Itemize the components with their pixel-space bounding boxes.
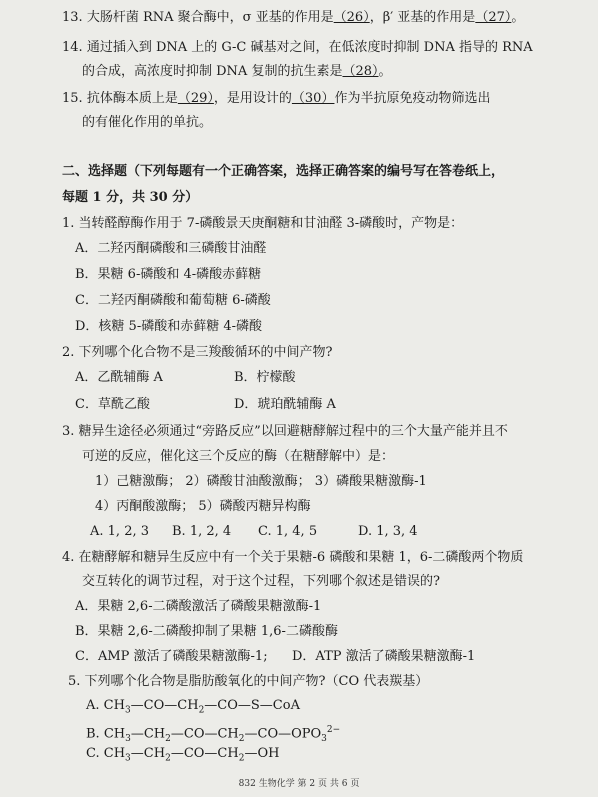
formula-subscript: 3 — [321, 733, 327, 744]
formula-part: —CH — [130, 746, 166, 761]
formula-part: —CO—CH — [170, 726, 239, 742]
punctuation: 。 — [511, 10, 525, 25]
question-text: 抗体酶本质上是 — [86, 91, 178, 106]
q5-option-c — [86, 745, 279, 768]
formula-subscript: 2 — [165, 733, 171, 744]
question-text: ，β′ 亚基的作用是 — [369, 10, 476, 25]
formula-subscript: 2 — [238, 753, 245, 764]
q4-option-d — [292, 648, 475, 666]
enzyme-list: 1）己糖激酶； 2）磷酸甘油酸激酶； 3）磷酸果糖激酶-1 — [95, 474, 427, 489]
answer-blank-27: （27） — [475, 10, 512, 25]
q1-option-b — [75, 266, 261, 284]
option-text: B．果糖 6-磷酸和 4-磷酸赤藓糖 — [75, 267, 262, 282]
formula-part: A. CH — [86, 698, 125, 713]
q5-option-a — [86, 697, 300, 720]
formula-part: C. CH — [86, 746, 126, 761]
option-text: C．草酰乙酸 — [75, 397, 150, 412]
question-4-stem-line2 — [82, 573, 440, 591]
section-title: 每题 1 分，共 30 分） — [62, 190, 199, 205]
q5-option-b — [86, 721, 340, 748]
question-2-stem — [62, 344, 333, 362]
question-4-stem-line1 — [62, 549, 523, 567]
q4-option-a — [75, 598, 321, 616]
question-text: 交互转化的调节过程，对于这个过程，下列哪个叙述是错误的? — [82, 574, 440, 589]
formula-subscript: 2 — [165, 753, 171, 764]
formula-part: —CO—CH — [130, 698, 199, 713]
question-5-stem — [68, 673, 428, 691]
question-15-line1 — [62, 90, 490, 108]
question-14-line2 — [82, 63, 392, 81]
section-heading-line2 — [62, 189, 198, 207]
answer-blank-29: （29） — [177, 91, 214, 106]
q2-option-b — [234, 369, 296, 387]
punctuation: 。 — [378, 64, 392, 79]
q3-option-b — [172, 523, 231, 541]
question-text: 的合成，高浓度时抑制 DNA 复制的抗生素是 — [82, 64, 343, 79]
q2-option-d — [234, 396, 336, 414]
page-footer — [0, 776, 598, 789]
question-text: 4. 在糖酵解和糖异生反应中有一个关于果糖-6 磷酸和果糖 1，6-二磷酸两个物质 — [62, 550, 524, 565]
q1-option-d — [75, 318, 262, 336]
option-text: A．果糖 2,6-二磷酸激活了磷酸果糖激酶-1 — [75, 599, 322, 614]
option-text: B．果糖 2,6-二磷酸抑制了果糖 1,6-二磷酸酶 — [75, 624, 338, 639]
question-text: 5. 下列哪个化合物是脂肪酸氧化的中间产物?（CO 代表羰基） — [68, 674, 429, 689]
question-3-stem-line2 — [82, 448, 394, 466]
question-text: ，是用设计的 — [213, 91, 292, 106]
formula-part: —OH — [244, 746, 280, 761]
question-1-stem — [62, 215, 463, 233]
question-text: 1. 当转醛醇酶作用于 7-磷酸景天庚酮糖和甘油醛 3-磷酸时，产物是： — [62, 216, 464, 231]
q4-option-b — [75, 623, 338, 641]
option-text: D．琥珀酰辅酶 A — [234, 397, 336, 412]
option-text: A. 1, 2, 3 — [90, 524, 149, 539]
formula-subscript: 3 — [124, 705, 131, 716]
question-text: 通过插入到 DNA 上的 G-C 碱基对之间，在低浓度时抑制 DNA 指导的 RNA — [86, 40, 533, 55]
q4-option-c — [75, 648, 268, 666]
option-text: C．二羟丙酮磷酸和葡萄糖 6-磷酸 — [75, 293, 271, 308]
question-number: 14. — [62, 40, 83, 55]
formula-part: —CH — [130, 726, 166, 742]
option-text: B. 1, 2, 4 — [172, 524, 232, 539]
option-text: D. 1, 3, 4 — [358, 524, 418, 539]
formula-part: —CO—OPO — [244, 726, 322, 742]
option-text: A．乙酰辅酶 A — [75, 370, 163, 385]
answer-blank-28: （28） — [342, 64, 379, 79]
question-14-line1 — [62, 39, 533, 57]
question-3-stem-line1 — [62, 423, 508, 441]
section-heading — [62, 163, 504, 181]
question-15-line2 — [82, 114, 212, 132]
option-text: C．AMP 激活了磷酸果糖激酶-1; — [75, 649, 268, 664]
question-13 — [62, 9, 524, 27]
section-title: 二、选择题（下列每题有一个正确答案，选择正确答案的编号写在答卷纸上， — [62, 164, 505, 179]
q1-option-c — [75, 292, 271, 310]
question-number: 13. — [62, 10, 83, 25]
formula-part: B. CH — [86, 726, 126, 742]
formula-subscript: 2 — [198, 705, 205, 716]
q2-option-c — [75, 396, 150, 414]
q2-option-a — [75, 369, 163, 387]
formula-subscript: 3 — [125, 753, 131, 764]
formula-subscript: 3 — [125, 733, 131, 744]
answer-blank-26: （26） — [333, 10, 370, 25]
answer-blank-30: （30） — [291, 91, 335, 106]
formula-subscript: 2 — [238, 733, 245, 744]
q3-option-a — [90, 523, 149, 541]
q1-option-a — [75, 240, 266, 258]
q3-items-line1 — [95, 473, 427, 491]
q3-option-c — [258, 523, 317, 541]
option-text: A．二羟丙酮磷酸和三磷酸甘油醛 — [75, 241, 267, 256]
formula-part: —CO—S—CoA — [204, 698, 300, 713]
option-text: D．核糖 5-磷酸和赤藓糖 4-磷酸 — [75, 319, 263, 334]
question-text: 作为半抗原免疫动物筛选出 — [334, 91, 491, 106]
question-text: 的有催化作用的单抗。 — [82, 115, 213, 130]
option-text: D．ATP 激活了磷酸果糖激酶-1 — [292, 649, 476, 664]
option-text: C. 1, 4, 5 — [258, 524, 318, 539]
question-text: 3. 糖异生途径必须通过“旁路反应”以回避糖酵解过程中的三个大量产能并且不 — [62, 424, 508, 439]
enzyme-list: 4）丙酮酸激酶； 5）磷酸丙糖异构酶 — [95, 499, 311, 514]
question-text: 大肠杆菌 RNA 聚合酶中，σ 亚基的作用是 — [86, 10, 334, 25]
question-text: 可逆的反应，催化这三个反应的酶（在糖酵解中）是： — [82, 449, 395, 464]
option-text: B．柠檬酸 — [234, 370, 296, 385]
page-number: 832 生物化学 第 2 页 共 6 页 — [238, 779, 360, 789]
question-text: 2. 下列哪个化合物不是三羧酸循环的中间产物? — [62, 345, 333, 360]
question-number: 15. — [62, 91, 83, 106]
formula-part: —CO—CH — [170, 746, 239, 761]
q3-option-d — [358, 523, 418, 541]
formula-superscript: 2− — [326, 725, 341, 735]
q3-items-line2 — [95, 498, 311, 516]
